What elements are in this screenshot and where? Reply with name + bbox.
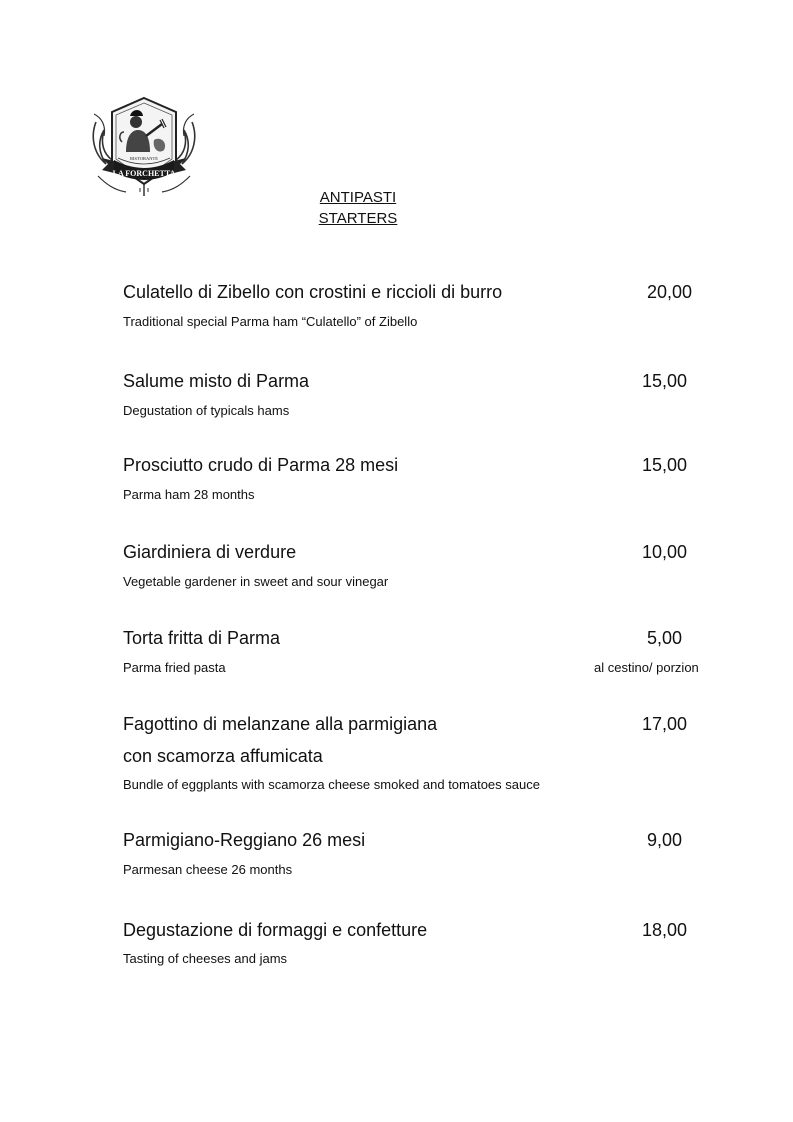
item-price: 15,00 (642, 455, 688, 475)
section-heading-italian: ANTIPASTI (319, 189, 397, 206)
item-name: Culatello di Zibello con crostini e riccioli di burro (123, 282, 503, 302)
item-price: 15,00 (642, 371, 688, 391)
restaurant-crest-logo-icon (88, 92, 200, 204)
item-description: Parma ham 28 months (123, 487, 255, 502)
restaurant-logo (88, 92, 200, 204)
item-price-note: al cestino/ porzion (594, 660, 699, 675)
item-description: Vegetable gardener in sweet and sour vinegar (123, 574, 389, 589)
item-name: Degustazione di formaggi e confetture (123, 920, 428, 940)
svg-text:RISTORANTE: RISTORANTE (130, 156, 158, 161)
item-price: 18,00 (642, 920, 688, 940)
item-name: Parmigiano-Reggiano 26 mesi (123, 830, 366, 850)
svg-text:LA FORCHETTA: LA FORCHETTA (112, 169, 176, 178)
item-name: Fagottino di melanzane alla parmigiana (123, 714, 438, 734)
section-heading-english: STARTERS (318, 210, 398, 227)
item-name: Giardiniera di verdure (123, 542, 297, 562)
item-description: Traditional special Parma ham “Culatello” of Zibello (123, 314, 418, 329)
item-price: 17,00 (642, 714, 688, 734)
item-name: Torta fritta di Parma (123, 628, 281, 648)
item-price: 9,00 (647, 830, 683, 850)
item-price: 10,00 (642, 542, 688, 562)
item-name-line2: con scamorza affumicata (123, 746, 323, 766)
item-description: Bundle of eggplants with scamorza cheese smoked and tomatoes sauce (123, 777, 540, 792)
item-description: Parmesan cheese 26 months (123, 862, 293, 877)
item-price: 5,00 (647, 628, 683, 648)
item-name: Prosciutto crudo di Parma 28 mesi (123, 455, 399, 475)
item-description: Degustation of typicals hams (123, 403, 290, 418)
item-description: Parma fried pasta (123, 660, 226, 675)
item-price: 20,00 (647, 282, 693, 302)
item-description: Tasting of cheeses and jams (123, 951, 288, 966)
item-name: Salume misto di Parma (123, 371, 310, 391)
